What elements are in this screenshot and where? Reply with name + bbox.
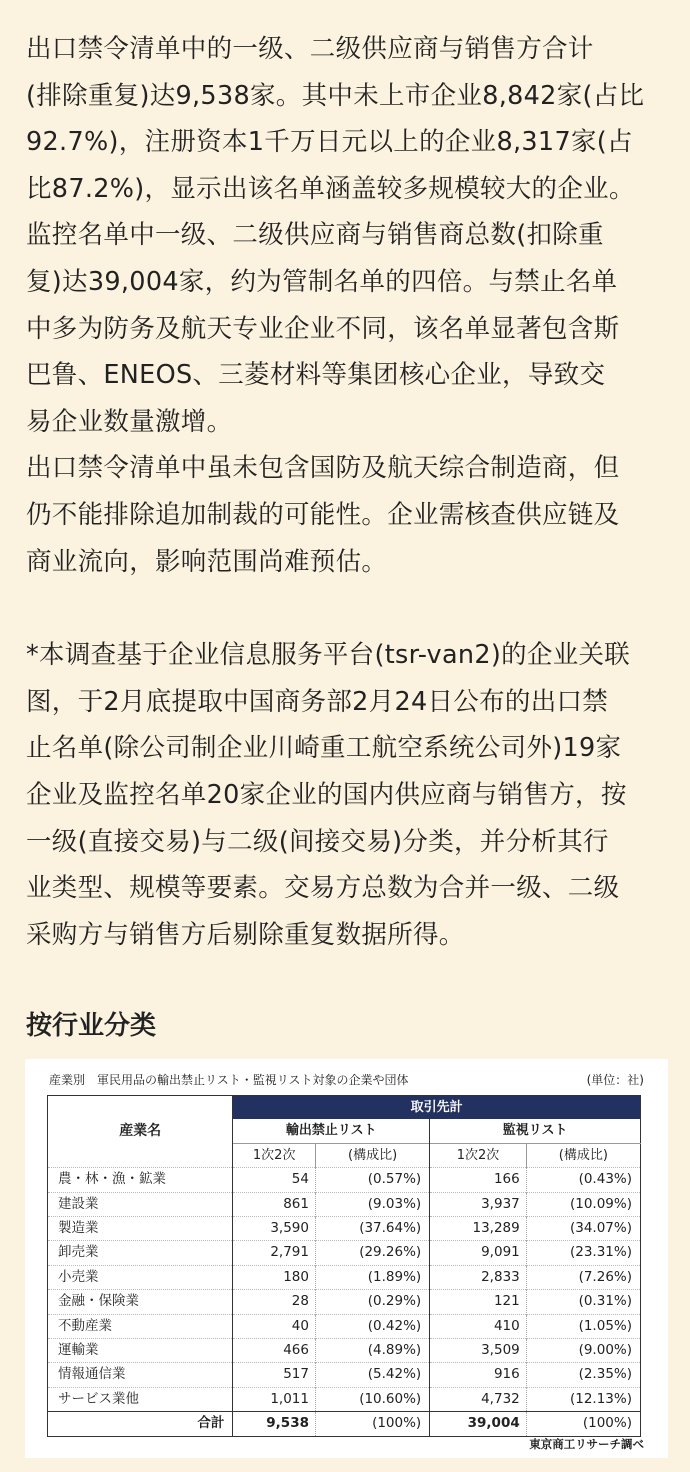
row-watch-ratio: (0.31%) <box>526 1290 640 1314</box>
header-ban-ratio: (構成比) <box>315 1143 429 1167</box>
row-industry-name: 不動産業 <box>48 1314 233 1338</box>
header-ban-count: 1次2次 <box>233 1143 316 1167</box>
industry-table-image <box>25 1059 668 1458</box>
row-industry-name: 建設業 <box>48 1192 233 1216</box>
row-watch-count: 3,509 <box>430 1339 527 1363</box>
row-ban-count: 180 <box>233 1265 316 1289</box>
header-watch-list: 監視リスト <box>430 1119 641 1143</box>
row-ban-count: 40 <box>233 1314 316 1338</box>
total-ban-ratio: (100%) <box>315 1412 429 1436</box>
row-watch-ratio: (23.31%) <box>526 1241 640 1265</box>
row-ban-ratio: (10.60%) <box>315 1387 429 1411</box>
total-ban-count: 9,538 <box>233 1412 316 1436</box>
industry-table <box>47 1095 641 1437</box>
row-watch-count: 4,732 <box>430 1387 527 1411</box>
row-watch-ratio: (1.05%) <box>526 1314 640 1338</box>
total-watch-ratio: (100%) <box>526 1412 640 1436</box>
header-partners-total: 取引先計 <box>233 1096 641 1120</box>
row-ban-count: 54 <box>233 1168 316 1192</box>
row-watch-count: 410 <box>430 1314 527 1338</box>
row-industry-name: 製造業 <box>48 1217 233 1241</box>
header-export-ban-list: 輸出禁止リスト <box>233 1119 430 1143</box>
table-row <box>48 1290 641 1314</box>
row-watch-count: 3,937 <box>430 1192 527 1216</box>
table-caption <box>49 1071 644 1088</box>
row-ban-count: 2,791 <box>233 1241 316 1265</box>
row-industry-name: 金融・保険業 <box>48 1290 233 1314</box>
row-ban-count: 466 <box>233 1339 316 1363</box>
table-total-row <box>48 1412 641 1436</box>
row-ban-ratio: (0.57%) <box>315 1168 429 1192</box>
header-industry: 産業名 <box>48 1096 233 1168</box>
row-ban-count: 3,590 <box>233 1217 316 1241</box>
total-label: 合計 <box>48 1412 233 1436</box>
row-ban-ratio: (0.42%) <box>315 1314 429 1338</box>
table-row <box>48 1241 641 1265</box>
row-watch-ratio: (12.13%) <box>526 1387 640 1411</box>
row-ban-count: 517 <box>233 1363 316 1387</box>
row-watch-count: 916 <box>430 1363 527 1387</box>
row-ban-count: 1,011 <box>233 1387 316 1411</box>
row-watch-count: 166 <box>430 1168 527 1192</box>
row-watch-ratio: (0.43%) <box>526 1168 640 1192</box>
row-watch-ratio: (2.35%) <box>526 1363 640 1387</box>
row-watch-count: 2,833 <box>430 1265 527 1289</box>
header-watch-ratio: (構成比) <box>526 1143 640 1167</box>
total-watch-count: 39,004 <box>430 1412 527 1436</box>
row-watch-ratio: (34.07%) <box>526 1217 640 1241</box>
header-watch-count: 1次2次 <box>430 1143 527 1167</box>
table-source: 東京商工リサーチ調べ <box>529 1437 644 1451</box>
row-watch-ratio: (7.26%) <box>526 1265 640 1289</box>
row-watch-count: 9,091 <box>430 1241 527 1265</box>
row-watch-ratio: (10.09%) <box>526 1192 640 1216</box>
table-row <box>48 1363 641 1387</box>
row-industry-name: サービス業他 <box>48 1387 233 1411</box>
paragraph-impact: 出口禁令清单中虽未包含国防及航天综合制造商，但 仍不能排除追加制裁的可能性。企业需核查供应链及 商业流向，影响范围尚难预估。 <box>26 453 620 577</box>
row-ban-ratio: (1.89%) <box>315 1265 429 1289</box>
row-industry-name: 情報通信業 <box>48 1363 233 1387</box>
row-ban-ratio: (5.42%) <box>315 1363 429 1387</box>
paragraph-export-ban-summary: 出口禁令清单中的一级、二级供应商与销售方合计 (排除重复)达9,538家。其中未上市企业8,842家(占比 92.7%)，注册资本1千万日元以上的企业8,317家(占 比87.2%)，显示出该名单涵盖较多规模较大的企业。 监控名单中一级、二级供应商与销售商总数(扣除重 复)达39,004家，约为管制名单的四倍。与禁止名单 中多为防务及航天专业企业不同，该名单显著包含斯 巴鲁、ENEOS、三菱材料等集团核心企业，导致交 易企业数量激增。 <box>26 34 645 437</box>
table-unit: (単位：社) <box>586 1073 644 1087</box>
row-industry-name: 卸売業 <box>48 1241 233 1265</box>
table-row <box>48 1192 641 1216</box>
row-ban-count: 28 <box>233 1290 316 1314</box>
section-title: 按行业分类 <box>26 1011 157 1042</box>
row-watch-count: 13,289 <box>430 1217 527 1241</box>
row-industry-name: 農・林・漁・鉱業 <box>48 1168 233 1192</box>
table-row <box>48 1217 641 1241</box>
row-ban-count: 861 <box>233 1192 316 1216</box>
row-ban-ratio: (4.89%) <box>315 1339 429 1363</box>
paragraph-methodology: *本调查基于企业信息服务平台(tsr-van2)的企业关联 图，于2月底提取中国商务部2月24日公布的出口禁 止名单(除公司制企业川崎重工航空系统公司外)19家 企业及监控名单20家企业的国内供应商与销售方，按 一级(直接交易)与二级(间接交易)分类，并分析其行 业类型、规模等要素。交易方总数为合并一级、二级 采购方与销售方后剔除重复数据所得。 <box>26 640 631 950</box>
row-ban-ratio: (9.03%) <box>315 1192 429 1216</box>
row-ban-ratio: (0.29%) <box>315 1290 429 1314</box>
table-row <box>48 1339 641 1363</box>
row-watch-ratio: (9.00%) <box>526 1339 640 1363</box>
row-watch-count: 121 <box>430 1290 527 1314</box>
table-row <box>48 1387 641 1411</box>
row-ban-ratio: (29.26%) <box>315 1241 429 1265</box>
paragraph-gap <box>26 585 662 632</box>
table-row <box>48 1314 641 1338</box>
table-caption-text: 産業別 軍民用品の輸出禁止リスト・監視リスト対象の企業や団体 <box>49 1073 409 1087</box>
row-industry-name: 小売業 <box>48 1265 233 1289</box>
table-row <box>48 1265 641 1289</box>
row-ban-ratio: (37.64%) <box>315 1217 429 1241</box>
table-row <box>48 1168 641 1192</box>
row-industry-name: 運輸業 <box>48 1339 233 1363</box>
